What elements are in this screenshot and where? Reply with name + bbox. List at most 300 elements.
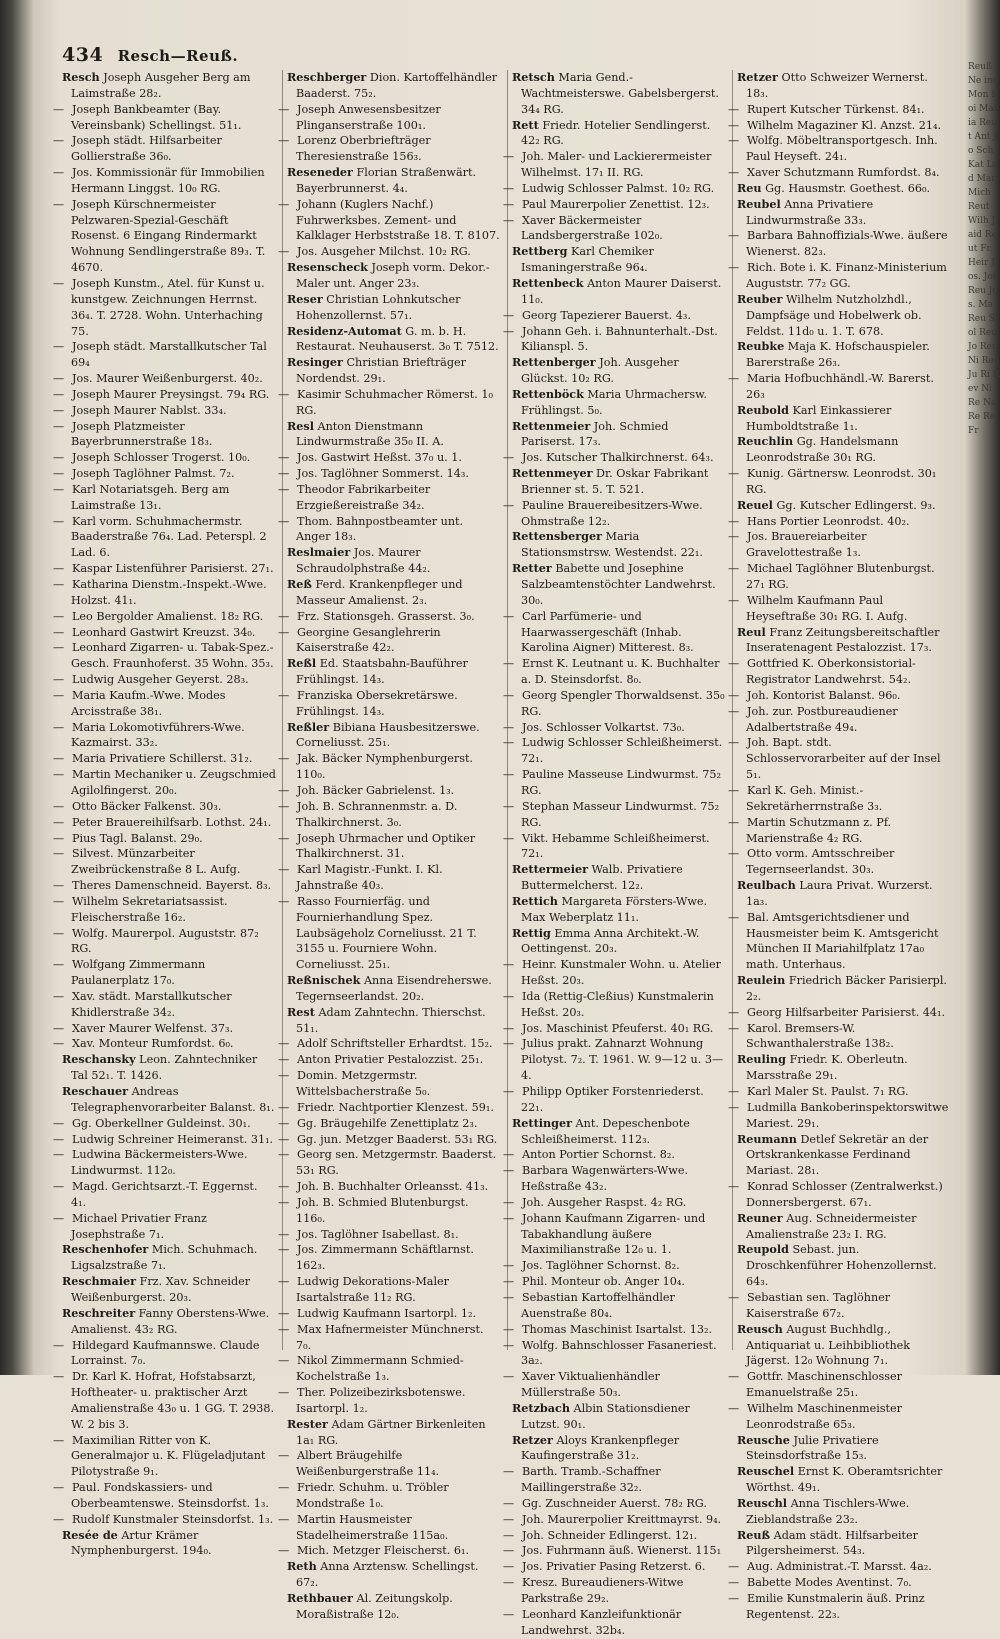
repeat-dash: —: [278, 1275, 290, 1289]
directory-entry: [728, 260, 952, 292]
directory-entry: [737, 1052, 952, 1084]
entry-details: Gg. Kutscher Edlingerst. 9₃.: [772, 498, 936, 512]
directory-entry: [728, 1005, 952, 1021]
entry-details: Gg. Oberkellner Guldeinst. 30₁.: [72, 1116, 251, 1130]
repeat-dash: —: [503, 1370, 515, 1384]
directory-entry: [503, 1147, 726, 1163]
repeat-dash: —: [728, 530, 740, 544]
entry-details: Christian Briefträger Nordendst. 29₁.: [296, 356, 466, 386]
repeat-dash: —: [728, 1100, 740, 1114]
repeat-dash: —: [278, 1069, 290, 1083]
directory-entry: [287, 324, 501, 356]
directory-entry: [53, 419, 276, 451]
directory-entry: [278, 831, 501, 863]
entry-details: Maria Gend.-Wachtmeisterswe. Gabelsbergerst. 34₄ RG.: [521, 71, 719, 116]
entry-surname: Reschansky: [62, 1052, 136, 1067]
entry-details: Jos. Maurer Weißenburgerst. 40₂.: [72, 372, 263, 386]
repeat-dash: —: [53, 134, 65, 148]
entry-details: Joseph Kunstm., Atel. für Kunst u. kunstgew. Zeichnungen Herrnst. 36₄. T. 2728. Wohn. Unterhaching 75.: [71, 276, 265, 338]
page-number: 434: [62, 44, 104, 66]
entry-surname: Reupold: [737, 1242, 789, 1257]
entry-details: Karl vorm. Schuhmachermstr. Baaderstraße 76₄. Lad. Peterspl. 2 Lad. 6.: [71, 514, 267, 560]
directory-column-2: [278, 70, 508, 1621]
directory-entry: [503, 181, 726, 197]
repeat-dash: —: [728, 1592, 740, 1605]
entry-details: Carl Parfümerie- und Haarwassergeschäft (Inhab. Karolina Aigner) Mitterest. 8₃.: [521, 609, 694, 655]
repeat-dash: —: [53, 926, 65, 940]
directory-entry: [512, 387, 726, 419]
directory-entry: [62, 1306, 276, 1338]
entry-details: Rich. Bote i. K. Finanz-Ministerium Auguststr. 77₂ GG.: [746, 261, 947, 290]
directory-entry: [503, 720, 726, 736]
directory-entry: [53, 561, 276, 577]
entry-details: Gg. Bräugehilfe Zenettiplatz 2₃.: [297, 1116, 478, 1130]
directory-entry: [278, 1147, 501, 1179]
entry-details: Maja K. Hofschauspieler. Barerstraße 26₃.: [746, 340, 930, 370]
name-range: Resch—Reuß.: [117, 47, 239, 65]
entry-surname: Reschreiter: [62, 1305, 136, 1320]
repeat-dash: —: [503, 1290, 515, 1304]
repeat-dash: —: [278, 799, 290, 813]
page-header: [62, 44, 942, 68]
repeat-dash: —: [728, 1180, 740, 1194]
directory-entry: [53, 514, 276, 562]
entry-details: Jos. Taglöhner Schornst. 8₂.: [522, 1259, 680, 1273]
entry-surname: Reuling: [737, 1052, 787, 1067]
entry-details: Sebastian Kartoffelhändler Auenstraße 80₄.: [521, 1290, 675, 1320]
entry-surname: Reßl: [287, 656, 317, 671]
repeat-dash: —: [53, 387, 65, 401]
entry-details: Martin Schutzmann z. Pf. Marienstraße 4₂ RG.: [746, 815, 892, 845]
entry-details: Rudolf Kunstmaler Steinsdorfst. 1₃.: [72, 1512, 274, 1526]
entry-details: Pauline Masseuse Lindwurmst. 75₂ RG.: [521, 768, 721, 797]
repeat-dash: —: [53, 1370, 65, 1384]
directory-entry: [53, 339, 276, 371]
entry-details: Leonhard Gastwirt Kreuzst. 34₀.: [72, 625, 256, 639]
directory-entry: [728, 1559, 952, 1575]
directory-entry: [278, 1480, 501, 1512]
entry-surname: Rettenmeier: [512, 418, 591, 433]
entry-details: Mich. Schuhmach. Ligsalzstraße 7₁.: [71, 1243, 258, 1273]
repeat-dash: —: [53, 562, 65, 576]
directory-entry: [728, 133, 952, 165]
entry-details: Ernst K. Oberamtsrichter Wörthst. 49₁.: [746, 1465, 943, 1495]
entry-details: Laura Privat. Wurzerst. 1a₃.: [746, 879, 933, 908]
directory-entry: [503, 1528, 726, 1544]
repeat-dash: —: [503, 688, 515, 702]
entry-surname: Retzer: [737, 70, 778, 84]
entry-surname: Resenscheck: [287, 260, 368, 275]
entry-details: Pauline Brauereibesitzers-Wwe. Ohmstraße 12₂.: [521, 498, 703, 528]
directory-entry: [278, 1242, 501, 1274]
entry-details: Theres Damenschneid. Bayerst. 8₃.: [72, 879, 272, 893]
directory-entry: [503, 1512, 726, 1528]
entry-surname: Reusche: [737, 1432, 790, 1447]
directory-entry: [737, 403, 952, 435]
entry-details: Leo Bergolder Amalienst. 18₂ RG.: [72, 609, 264, 623]
entry-details: Anton Portier Schornst. 8₂.: [522, 1148, 675, 1162]
directory-entry: [503, 1163, 726, 1195]
repeat-dash: —: [503, 451, 515, 465]
repeat-dash: —: [278, 1449, 290, 1463]
entry-details: Max Hafnermeister Münchnerst. 7₀.: [296, 1322, 484, 1352]
entry-details: Wilhelm Kaufmann Paul Heyseftraße 30₁ RG. I. Aufg.: [746, 593, 908, 623]
directory-entry: [53, 1147, 276, 1179]
directory-entry: [737, 498, 952, 514]
entry-surname: Reßnischek: [287, 973, 361, 988]
repeat-dash: —: [503, 1528, 515, 1542]
entry-details: Ferd. Krankenpfleger und Masseur Amalienst. 2₃.: [296, 578, 463, 607]
entry-details: Ludmilla Bankoberinspektorswitwe Mariest. 29₁.: [746, 1100, 949, 1130]
entry-surname: Resl: [287, 418, 314, 433]
entry-surname: Rett: [512, 117, 539, 132]
entry-details: Paul. Fondskassiers- und Oberbeamtenswe. Steinsdorfst. 1₃.: [71, 1481, 269, 1510]
entry-details: Pius Tagl. Balanst. 29₀.: [72, 831, 203, 845]
next-page-edge-text: Reuß Ne ind Mon Koi Maria Reut Ant Jo Sch Kat Lud Mar Mich Reut Wilh Jaid Reut Fr. Heir Jos. Jof. Reu Jos. Ma Reu Sol Reu Jo Reu Ni Reu Ju Ri Rev Ni Re Na Re Re Fr: [968, 62, 1000, 436]
entry-details: Xaver Viktualienhändler Müllerstraße 50₃.: [521, 1370, 660, 1400]
directory-entry: [728, 593, 952, 625]
entry-surname: Reusch: [737, 1321, 783, 1336]
directory-entry: [728, 529, 952, 561]
directory-entry: [53, 815, 276, 831]
entry-details: Jos. Privatier Pasing Retzerst. 6.: [522, 1560, 706, 1574]
directory-entry: [728, 1100, 952, 1132]
repeat-dash: —: [53, 467, 65, 481]
entry-details: Xaver Maurer Welfenst. 37₃.: [72, 1021, 234, 1035]
repeat-dash: —: [53, 1338, 65, 1352]
repeat-dash: —: [728, 102, 740, 116]
directory-entry: [278, 751, 501, 783]
directory-entry: [53, 1433, 276, 1481]
directory-entry: [737, 973, 952, 1005]
entry-details: Heinr. Kunstmaler Wohn. u. Atelier Heßst. 20₃.: [521, 958, 721, 988]
entry-surname: Rettberg: [512, 244, 568, 259]
directory-entry: [503, 1274, 726, 1290]
entry-details: Wilhelm Maschinenmeister Leonrodstraße 65₃.: [746, 1401, 902, 1431]
entry-details: Franziska Obersekretärswe. Frühlingst. 14₃.: [296, 688, 458, 718]
entry-details: Ludwig Schlosser Schleißheimerst. 72₁.: [521, 736, 723, 766]
repeat-dash: —: [53, 1211, 65, 1225]
repeat-dash: —: [278, 831, 290, 845]
entry-details: Joseph Maurer Preysingst. 79₄ RG.: [72, 387, 270, 401]
entry-details: Barbara Wagenwärters-Wwe. Heßstraße 43₂.: [521, 1164, 689, 1194]
entry-surname: Reuchlin: [737, 434, 794, 449]
entry-details: Silvest. Münzarbeiter Zweibrückenstraße 8 L. Aufg.: [71, 847, 241, 877]
entry-details: Johann Geh. i. Bahnunterhalt.-Dst. Kilianspl. 5.: [521, 324, 718, 354]
repeat-dash: —: [728, 1021, 740, 1035]
repeat-dash: —: [278, 1100, 290, 1114]
entry-details: Ther. Polizeibezirksbotenswe. Isartorpl. 1₂.: [296, 1386, 466, 1415]
directory-entry: [278, 609, 501, 625]
entry-details: Joseph Uhrmacher und Optiker Thalkirchnerst. 31.: [296, 831, 476, 861]
entry-details: Martin Hausmeister Stadelheimerstraße 115a₀.: [296, 1512, 449, 1542]
repeat-dash: —: [278, 1354, 290, 1368]
entry-details: Wolfg. Bahnschlosser Fasaneriest. 3a₂.: [521, 1338, 717, 1368]
repeat-dash: —: [278, 1053, 290, 1067]
directory-entry: [53, 197, 276, 276]
entry-details: Jos. Maschinist Pfeuferst. 40₁ RG.: [522, 1021, 714, 1035]
repeat-dash: —: [503, 1512, 515, 1526]
directory-entry: [503, 1322, 726, 1338]
entry-details: Paul Maurerpolier Zenettist. 12₃.: [522, 197, 710, 211]
directory-entry: [53, 1179, 276, 1211]
entry-surname: Retzbach: [512, 1400, 570, 1415]
entry-surname: Rettenberger: [512, 355, 596, 370]
directory-column-3: [503, 70, 733, 1637]
directory-entry: [737, 1528, 952, 1560]
directory-entry: [53, 625, 276, 641]
entry-surname: Reuschl: [737, 1495, 788, 1510]
directory-entry: [737, 1242, 952, 1290]
directory-entry: [53, 640, 276, 672]
directory-entry: [53, 276, 276, 339]
repeat-dash: —: [53, 1116, 65, 1130]
repeat-dash: —: [278, 688, 290, 702]
entry-surname: Resinger: [287, 355, 343, 370]
entry-details: Wolfg. Maurerpol. Auguststr. 87₂ RG.: [71, 926, 259, 956]
entry-details: Jos. Kutscher Thalkirchnerst. 64₃.: [522, 451, 714, 465]
directory-entry: [287, 577, 501, 609]
repeat-dash: —: [278, 245, 290, 259]
entry-details: Julie Privatiere Steinsdorfstraße 15₃.: [746, 1433, 879, 1463]
entry-surname: Reulbach: [737, 878, 796, 893]
directory-entry: [53, 1480, 276, 1512]
directory-entry: [53, 403, 276, 419]
entry-details: Phil. Monteur ob. Anger 10₄.: [522, 1275, 685, 1289]
directory-entry: [287, 1591, 501, 1623]
entry-details: Karl Einkassierer Humboldtstraße 1₁.: [746, 403, 892, 433]
entry-details: Joseph Taglöhner Palmst. 7₂.: [72, 467, 235, 481]
entry-surname: Reschenhofer: [62, 1242, 149, 1257]
directory-entry: [503, 1575, 726, 1607]
repeat-dash: —: [728, 118, 740, 132]
entry-details: Fanny Oberstens-Wwe. Amalienst. 43₂ RG.: [71, 1306, 270, 1336]
directory-entry: [512, 419, 726, 451]
entry-details: Frz. Xav. Schneider Weißenburgerst. 20₃.: [71, 1275, 251, 1304]
directory-entry: [512, 1433, 726, 1465]
entry-details: Karl Maler St. Paulst. 7₁ RG.: [747, 1085, 909, 1098]
repeat-dash: —: [53, 625, 65, 639]
directory-entry: [737, 197, 952, 229]
entry-details: Georg Tapezierer Bauerst. 4₃.: [522, 308, 691, 322]
entry-details: Kasimir Schuhmacher Römerst. 1₀ RG.: [296, 387, 493, 417]
directory-entry: [278, 1116, 501, 1132]
repeat-dash: —: [278, 514, 290, 528]
repeat-dash: —: [503, 1037, 515, 1051]
repeat-dash: —: [53, 720, 65, 734]
entry-surname: Reuber: [737, 291, 783, 306]
entry-details: Bal. Amtsgerichtsdiener und Hausmeister beim K. Amtsgericht München II Mariahilfplatz 17a₀ math. Unterhaus.: [746, 910, 939, 972]
entry-details: Andreas Telegraphenvorarbeiter Balanst. 8₁.: [71, 1085, 275, 1114]
repeat-dash: —: [53, 1148, 65, 1162]
entry-surname: Retzer: [512, 1432, 553, 1447]
directory-entry: [278, 1036, 501, 1052]
repeat-dash: —: [503, 720, 515, 734]
repeat-dash: —: [728, 847, 740, 861]
directory-entry: [503, 609, 726, 657]
directory-entry: [278, 1306, 501, 1322]
entry-details: Otto Bäcker Falkenst. 30₃.: [72, 799, 222, 813]
entry-details: Jos. Maurer Schraudolphstraße 44₂.: [296, 546, 431, 576]
entry-details: Christian Lohnkutscher Hohenzollernst. 57₁.: [296, 292, 461, 322]
repeat-dash: —: [503, 799, 515, 813]
directory-entry: [278, 387, 501, 419]
entry-details: Xav. städt. Marstallkutscher Khidlerstraße 34₂.: [71, 989, 232, 1019]
directory-entry: [62, 1528, 276, 1560]
repeat-dash: —: [503, 1576, 515, 1590]
repeat-dash: —: [53, 403, 65, 417]
repeat-dash: —: [503, 1607, 515, 1621]
entry-details: Julius prakt. Zahnarzt Wohnung Pilotyst. 7₂. T. 1961. W. 9—12 u. 3—4.: [521, 1037, 724, 1083]
repeat-dash: —: [53, 1132, 65, 1146]
repeat-dash: —: [278, 894, 290, 908]
repeat-dash: —: [503, 1148, 515, 1162]
entry-details: Frz. Stationsgeh. Grasserst. 3₀.: [297, 609, 475, 623]
directory-entry: [53, 466, 276, 482]
directory-entry: [53, 1211, 276, 1243]
repeat-dash: —: [278, 482, 290, 496]
repeat-dash: —: [278, 387, 290, 401]
repeat-dash: —: [728, 1005, 740, 1019]
entry-details: Maria Kaufm.-Wwe. Modes Arcisstraße 38₁.: [71, 688, 226, 718]
repeat-dash: —: [503, 736, 515, 750]
directory-entry: [278, 894, 501, 973]
repeat-dash: —: [728, 657, 740, 671]
directory-entry: [512, 529, 726, 561]
repeat-dash: —: [278, 1386, 290, 1400]
directory-entry: [53, 894, 276, 926]
entry-surname: Reuß: [737, 1527, 771, 1542]
entry-details: Jak. Bäcker Nymphenburgerst. 110₀.: [296, 752, 474, 782]
entry-details: Anton Dienstmann Lindwurmstraße 35₀ II. A.: [296, 419, 444, 449]
entry-details: Maria Hofbuchhändl.-W. Barerst. 26₃: [746, 372, 934, 401]
directory-entry: [53, 165, 276, 197]
repeat-dash: —: [503, 1560, 515, 1574]
repeat-dash: —: [503, 197, 515, 211]
directory-entry: [503, 1464, 726, 1496]
entry-surname: Reschauer: [62, 1084, 129, 1098]
directory-entry: [728, 1401, 952, 1433]
entry-details: August Buchhdlg., Antiquariat u. Leihbibliothek Jägerst. 12₀ Wohnung 7₁.: [746, 1322, 911, 1368]
directory-entry: [512, 276, 726, 308]
directory-entry: [278, 1322, 501, 1354]
repeat-dash: —: [53, 372, 65, 386]
repeat-dash: —: [503, 958, 515, 972]
directory-column-1: [53, 70, 283, 1558]
entry-details: Dion. Kartoffelhändler Baaderst. 75₂.: [296, 71, 498, 100]
entry-details: Jos. Kommissionär für Immobilien Hermann Linggst. 10₀ RG.: [71, 166, 265, 195]
directory-entry: [278, 1132, 501, 1148]
repeat-dash: —: [53, 514, 65, 528]
repeat-dash: —: [728, 1370, 740, 1384]
directory-entry: [278, 862, 501, 894]
directory-entry: [512, 355, 726, 387]
entry-details: Georgine Gesanglehrerin Kaiserstraße 42₂.: [296, 625, 441, 655]
directory-entry: [737, 70, 952, 102]
repeat-dash: —: [278, 783, 290, 797]
entry-details: Artur Krämer Nymphenburgerst. 194₀.: [71, 1528, 212, 1558]
repeat-dash: —: [278, 134, 290, 148]
entry-details: Joh. Ausgeher Raspst. 4₂ RG.: [522, 1195, 687, 1209]
entry-details: Otto Schweizer Wernerst. 18₃.: [746, 71, 928, 100]
repeat-dash: —: [503, 831, 515, 845]
entry-surname: Reschberger: [287, 70, 367, 84]
entry-details: Adam Gärtner Birkenleiten 1a₁ RG.: [296, 1417, 486, 1447]
directory-entry: [512, 70, 726, 118]
directory-entry: [503, 498, 726, 530]
entry-surname: Residenz-Automat: [287, 323, 402, 338]
directory-entry: [503, 656, 726, 688]
directory-entry: [503, 450, 726, 466]
entry-details: Joseph Schlosser Trogerst. 10₀.: [72, 451, 251, 465]
entry-details: Gg. Handelsmann Leonrodstraße 30₁ RG.: [746, 435, 899, 465]
repeat-dash: —: [728, 229, 740, 243]
entry-details: Anna Privatiere Lindwurmstraße 33₃.: [746, 197, 874, 227]
entry-details: Ludwig Dekorations-Maler Isartalstraße 11₂ RG.: [296, 1275, 449, 1304]
entry-details: Joh. Ausgeher Glückst. 10₂ RG.: [521, 356, 679, 386]
directory-entry: [728, 514, 952, 530]
repeat-dash: —: [728, 688, 740, 702]
entry-details: Xaver Bäckermeister Landsbergerstraße 102₀.: [521, 213, 663, 243]
directory-entry: [503, 324, 726, 356]
repeat-dash: —: [728, 1085, 740, 1098]
entry-details: Dr. Karl K. Hofrat, Hofstabsarzt, Hoftheater- u. praktischer Arzt Amalienstraße 43₀ u. 1 GG. T. 2938. W. 2 bis 3.: [71, 1370, 275, 1431]
repeat-dash: —: [728, 261, 740, 275]
repeat-dash: —: [503, 1195, 515, 1209]
entry-details: Leonhard Kanzleifunktionär Landwehrst. 32b₄.: [521, 1607, 682, 1637]
directory-entry: [62, 1242, 276, 1274]
entry-surname: Retsch: [512, 70, 555, 84]
directory-entry: [287, 260, 501, 292]
entry-details: Friedr. Nachtportier Klenzest. 59₁.: [297, 1100, 494, 1114]
directory-entry: [278, 1068, 501, 1100]
directory-entry: [53, 133, 276, 165]
entry-details: Emma Anna Architekt.-W. Oettingenst. 20₃.: [521, 926, 700, 956]
entry-details: Ludwig Schreiner Heimeranst. 31₁.: [72, 1132, 274, 1146]
entry-details: Wolfg. Möbeltransportgesch. Inh. Paul Heyseft. 24₁.: [746, 134, 938, 164]
entry-details: Peter Brauereihilfsarb. Lothst. 24₁.: [72, 815, 272, 829]
directory-entry: [512, 926, 726, 958]
entry-details: Gg. jun. Metzger Baaderst. 53₁ RG.: [297, 1132, 498, 1146]
repeat-dash: —: [53, 1037, 65, 1051]
repeat-dash: —: [728, 736, 740, 750]
entry-details: Wilhelm Magaziner Kl. Anzst. 21₄.: [747, 118, 942, 132]
directory-entry: [278, 1385, 501, 1417]
directory-entry: [512, 466, 726, 498]
entry-details: Karol. Bremsers-W. Schwanthalerstraße 138₂.: [746, 1021, 894, 1051]
entry-details: Babette Modes Aventinst. 7₀.: [747, 1576, 912, 1590]
entry-details: Jos. Taglöhner Sommerst. 14₃.: [297, 467, 469, 481]
entry-surname: Reu: [737, 180, 762, 195]
entry-surname: Reubold: [737, 402, 789, 417]
entry-details: Aug. Schneidermeister Amalienstraße 23₂ I. RG.: [746, 1211, 917, 1241]
directory-entry: [728, 165, 952, 181]
entry-details: Magd. Gerichtsarzt.-T. Eggernst. 4₁.: [71, 1180, 258, 1209]
repeat-dash: —: [53, 799, 65, 813]
entry-surname: Reseneder: [287, 165, 353, 180]
entry-details: Sebastian sen. Taglöhner Kaiserstraße 67₂.: [746, 1290, 891, 1320]
directory-entry: [278, 799, 501, 831]
directory-entry: [278, 197, 501, 245]
repeat-dash: —: [53, 166, 65, 180]
entry-details: Michael Taglöhner Blutenburgst. 27₁ RG.: [746, 562, 935, 591]
entry-details: Hans Portier Leonrodst. 40₂.: [747, 514, 910, 528]
entry-details: Joseph Bankbeamter (Bay. Vereinsbank) Schellingst. 51₁.: [71, 102, 242, 132]
entry-details: Ernst K. Leutnant u. K. Buchhalter a. D. Steinsdorfst. 8₀.: [521, 657, 720, 687]
directory-entry: [512, 894, 726, 926]
directory-entry: [53, 482, 276, 514]
directory-entry: [287, 419, 501, 451]
